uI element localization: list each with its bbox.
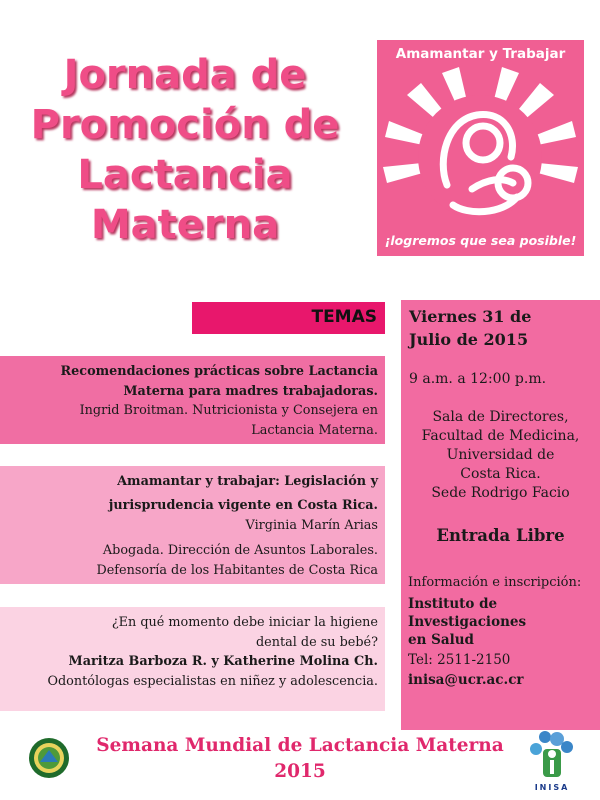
location-line: Sala de Directores, xyxy=(432,409,569,425)
institute-line: Investigaciones xyxy=(408,614,527,630)
footer-title xyxy=(80,733,520,785)
campaign-logo xyxy=(377,40,584,256)
inisa-label: INISA xyxy=(534,783,570,792)
page-title xyxy=(0,50,370,250)
topic-title: jurisprudencia vigente en Costa Rica. xyxy=(108,498,378,513)
logo-top-text: Amamantar y Trabajar xyxy=(395,46,566,62)
location-line: Sede Rodrigo Facio xyxy=(431,485,570,501)
breastfeeding-mother-icon xyxy=(377,65,584,230)
topic-block xyxy=(0,356,385,444)
event-date-line: Viernes 31 de xyxy=(409,307,532,326)
topic-speaker: Odontólogas especialistas en niñez y adolescencia. xyxy=(47,673,378,689)
topic-speaker: Abogada. Dirección de Asuntos Laborales. xyxy=(102,543,378,558)
ucr-seal-icon xyxy=(28,737,70,779)
topic-speaker: Maritza Barboza R. y Katherine Molina Ch. xyxy=(68,654,378,669)
topics-header-label: TEMAS xyxy=(311,307,377,327)
email: inisa@ucr.ac.cr xyxy=(408,672,524,688)
title-line: Lactancia xyxy=(77,152,293,198)
event-time: 9 a.m. a 12:00 p.m. xyxy=(409,371,547,387)
event-info-panel xyxy=(401,300,600,730)
topic-title: Materna para madres trabajadoras. xyxy=(123,383,378,399)
title-line: Promoción de xyxy=(30,102,340,148)
title-line: Materna xyxy=(90,202,280,248)
topics-header xyxy=(192,302,385,334)
inisa-logo-icon xyxy=(527,727,577,793)
event-date-line: Julio de 2015 xyxy=(409,330,529,349)
topic-title: dental de su bebé? xyxy=(255,634,378,650)
footer-title-line: 2015 xyxy=(274,761,326,782)
entry-free-label: Entrada Libre xyxy=(436,526,565,545)
topic-title: Recomendaciones prácticas sobre Lactancia xyxy=(60,364,378,379)
event-date xyxy=(409,305,531,351)
topic-title: Amamantar y trabajar: Legislación y xyxy=(117,474,378,489)
location-line: Universidad de xyxy=(446,447,555,463)
institute-name xyxy=(408,595,526,649)
location-line: Costa Rica. xyxy=(460,466,541,482)
institute-line: Instituto de xyxy=(408,596,498,612)
topic-block xyxy=(0,466,385,584)
topic-title: ¿En qué momento debe iniciar la higiene xyxy=(111,615,378,630)
footer-title-line: Semana Mundial de Lactancia Materna xyxy=(96,735,504,756)
topic-block xyxy=(0,607,385,711)
phone: Tel: 2511-2150 xyxy=(408,652,511,668)
topic-speaker: Ingrid Broitman. Nutricionista y Consejera en xyxy=(79,403,378,418)
topic-speaker: Lactancia Materna. xyxy=(251,422,378,438)
topic-speaker: Virginia Marín Arias xyxy=(245,518,378,533)
title-line: Jornada de xyxy=(63,52,307,98)
topic-speaker: Defensoría de los Habitantes de Costa Rica xyxy=(96,563,378,578)
event-location xyxy=(401,408,600,503)
institute-line: en Salud xyxy=(408,632,474,648)
logo-bottom-text: ¡logremos que sea posible! xyxy=(384,233,577,248)
info-label: Información e inscripción: xyxy=(408,575,582,590)
location-line: Facultad de Medicina, xyxy=(421,428,580,444)
